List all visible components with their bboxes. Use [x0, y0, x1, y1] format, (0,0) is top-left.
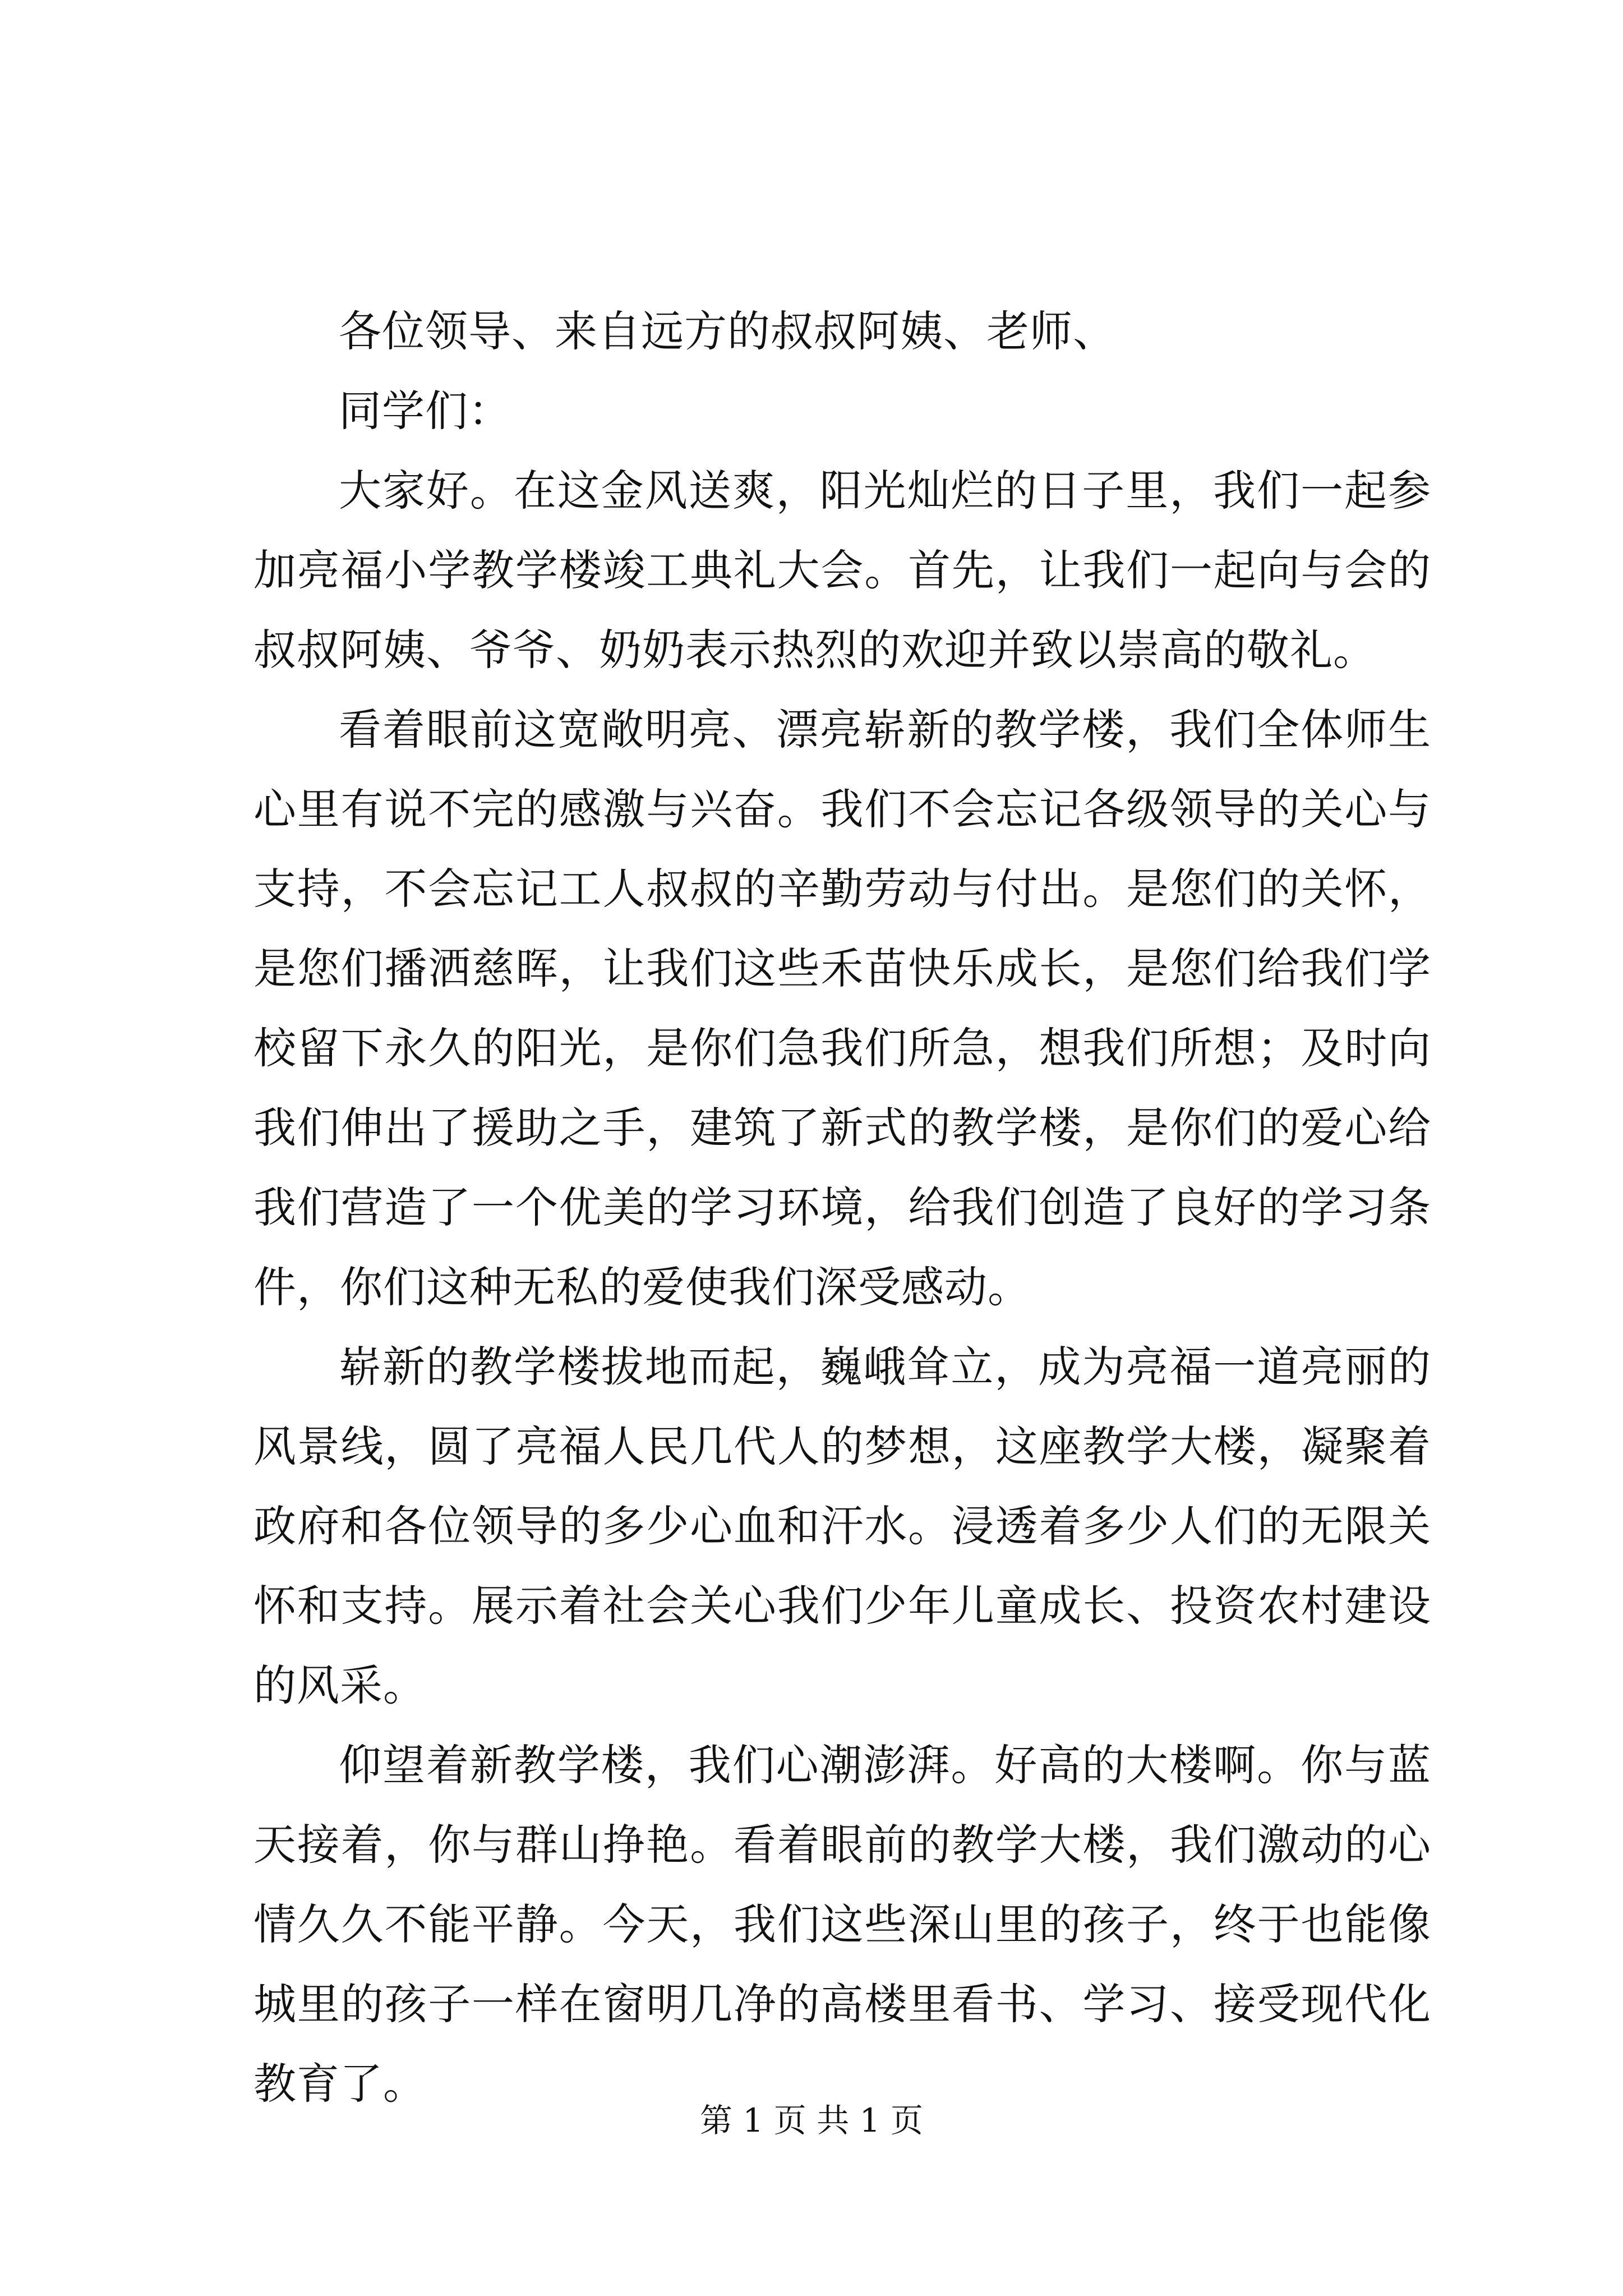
paragraph-new-building: 崭新的教学楼拔地而起，巍峨耸立，成为亮福一道亮丽的风景线，圆了亮福人民几代人的梦想，这座教学大楼，凝聚着政府和各位领导的多少心血和汗水。浸透着多少人们的无限关怀和支持。展示着社会关心我们少年儿童成长、投资农村建设的风采。 [253, 1342, 1431, 1710]
paragraph-gratitude: 看着眼前这宽敞明亮、漂亮崭新的教学楼，我们全体师生心里有说不完的感激与兴奋。我们不会忘记各级领导的关心与支持，不会忘记工人叔叔的辛勤劳动与付出。是您们的关怀，是您们播洒慈晖，让我们这些禾苗快乐成长，是您们给我们学校留下永久的阳光，是你们急我们所急，想我们所想；及时向我们伸出了援助之手，建筑了新式的教学楼，是你们的爱心给我们营造了一个优美的学习环境，给我们创造了良好的学习条件，你们这种无私的爱使我们深受感动。 [253, 705, 1431, 1312]
paragraph-looking-up: 仰望着新教学楼，我们心潮澎湃。好高的大楼啊。你与蓝天接着，你与群山挣艳。看着眼前的教学大楼，我们激动的心情久久不能平静。今天，我们这些深山里的孩子，终于也能像城里的孩子一样在窗明几净的高楼里看书、学习、接受现代化教育了。 [253, 1740, 1431, 2109]
salutation-line-2: 同学们： [339, 386, 511, 436]
paragraph-greeting: 大家好。在这金风送爽，阳光灿烂的日子里，我们一起参加亮福小学教学楼竣工典礼大会。首先，让我们一起向与会的叔叔阿姨、爷爷、奶奶表示热烈的欢迎并致以崇高的敬礼。 [253, 466, 1431, 675]
document-body [253, 292, 1431, 2124]
page-footer: 第 1 页 共 1 页 [700, 2101, 923, 2139]
salutation-line-1: 各位领导、来自远方的叔叔阿姨、老师、 [339, 306, 1116, 356]
